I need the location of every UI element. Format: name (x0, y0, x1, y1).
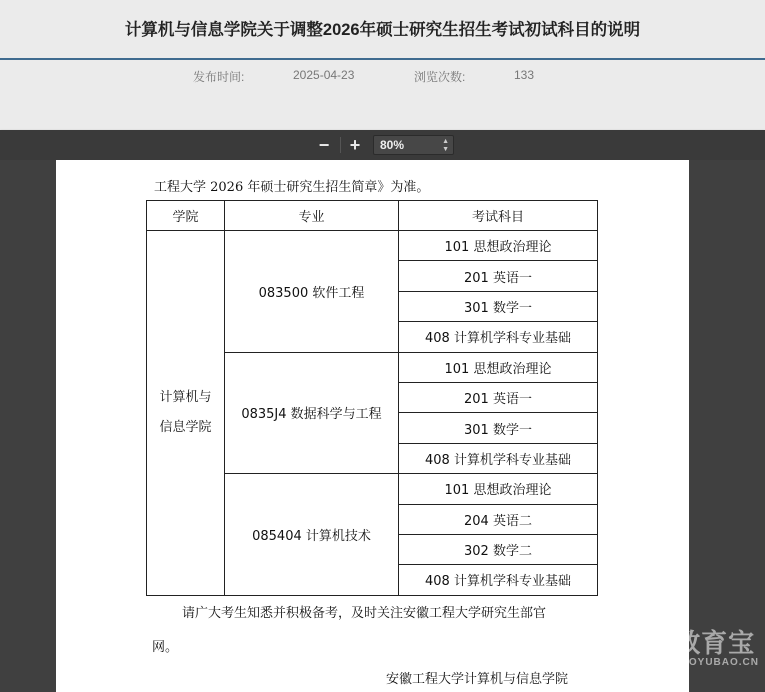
subject-cell: 101 思想政治理论 (399, 474, 598, 504)
subject-cell: 204 英语二 (399, 504, 598, 534)
view-count: 133 (514, 68, 535, 82)
zoom-in-button[interactable]: + (349, 135, 361, 155)
notice-line-1: 请广大考生知悉并积极备考，及时关注安徽工程大学研究生部官 (182, 606, 547, 621)
zoom-value: 80% (380, 138, 405, 152)
exam-subjects-table (146, 200, 598, 596)
subject-cell: 301 数学一 (399, 291, 598, 321)
zoom-out-button[interactable]: − (318, 135, 330, 155)
header-divider (0, 58, 765, 60)
header-major: 专业 (225, 201, 399, 231)
signature: 安徽工程大学计算机与信息学院 (386, 672, 569, 687)
notice-line-2: 网。 (152, 640, 179, 655)
pdf-toolbar (0, 130, 765, 160)
updown-arrows-icon: ▲ ▼ (442, 138, 449, 153)
subject-cell: 201 英语一 (399, 261, 598, 291)
table-row (147, 231, 598, 261)
view-count-label: 浏览次数: (414, 70, 466, 84)
header-school: 学院 (147, 201, 225, 231)
publish-time-label: 发布时间: (193, 70, 245, 84)
intro-line: 工程大学 2026 年硕士研究生招生简章》为准。 (154, 180, 430, 195)
subject-cell: 101 思想政治理论 (399, 352, 598, 382)
subject-cell: 101 思想政治理论 (399, 231, 598, 261)
article-header (0, 0, 765, 60)
article-title: 计算机与信息学院关于调整2026年硕士研究生招生考试初试科目的说明 (124, 21, 641, 39)
school-name-line1: 计算机与 (159, 389, 212, 405)
publish-date: 2025-04-23 (293, 68, 355, 82)
toolbar-separator (340, 137, 341, 153)
watermark-domain: JIAOYUBAO.CN (670, 657, 759, 668)
table-header-row (147, 201, 598, 231)
watermark-logo (670, 629, 759, 668)
major-cell: 0835J4 数据科学与工程 (225, 352, 399, 474)
pdf-page (56, 160, 689, 692)
school-name-line2: 信息学院 (159, 419, 212, 435)
major-cell: 083500 软件工程 (225, 231, 399, 353)
subject-cell: 301 数学一 (399, 413, 598, 443)
subject-cell: 201 英语一 (399, 382, 598, 412)
subject-cell: 408 计算机学科专业基础 (399, 565, 598, 595)
subject-cell: 302 数学二 (399, 534, 598, 564)
major-cell: 085404 计算机技术 (225, 474, 399, 596)
subject-cell: 408 计算机学科专业基础 (399, 443, 598, 473)
subject-cell: 408 计算机学科专业基础 (399, 322, 598, 352)
header-subject: 考试科目 (399, 201, 598, 231)
zoom-select[interactable] (373, 135, 454, 155)
article-meta (0, 68, 765, 88)
watermark-brand: 教育宝 (674, 628, 756, 658)
school-cell (147, 231, 225, 596)
pdf-viewer[interactable] (0, 160, 765, 692)
